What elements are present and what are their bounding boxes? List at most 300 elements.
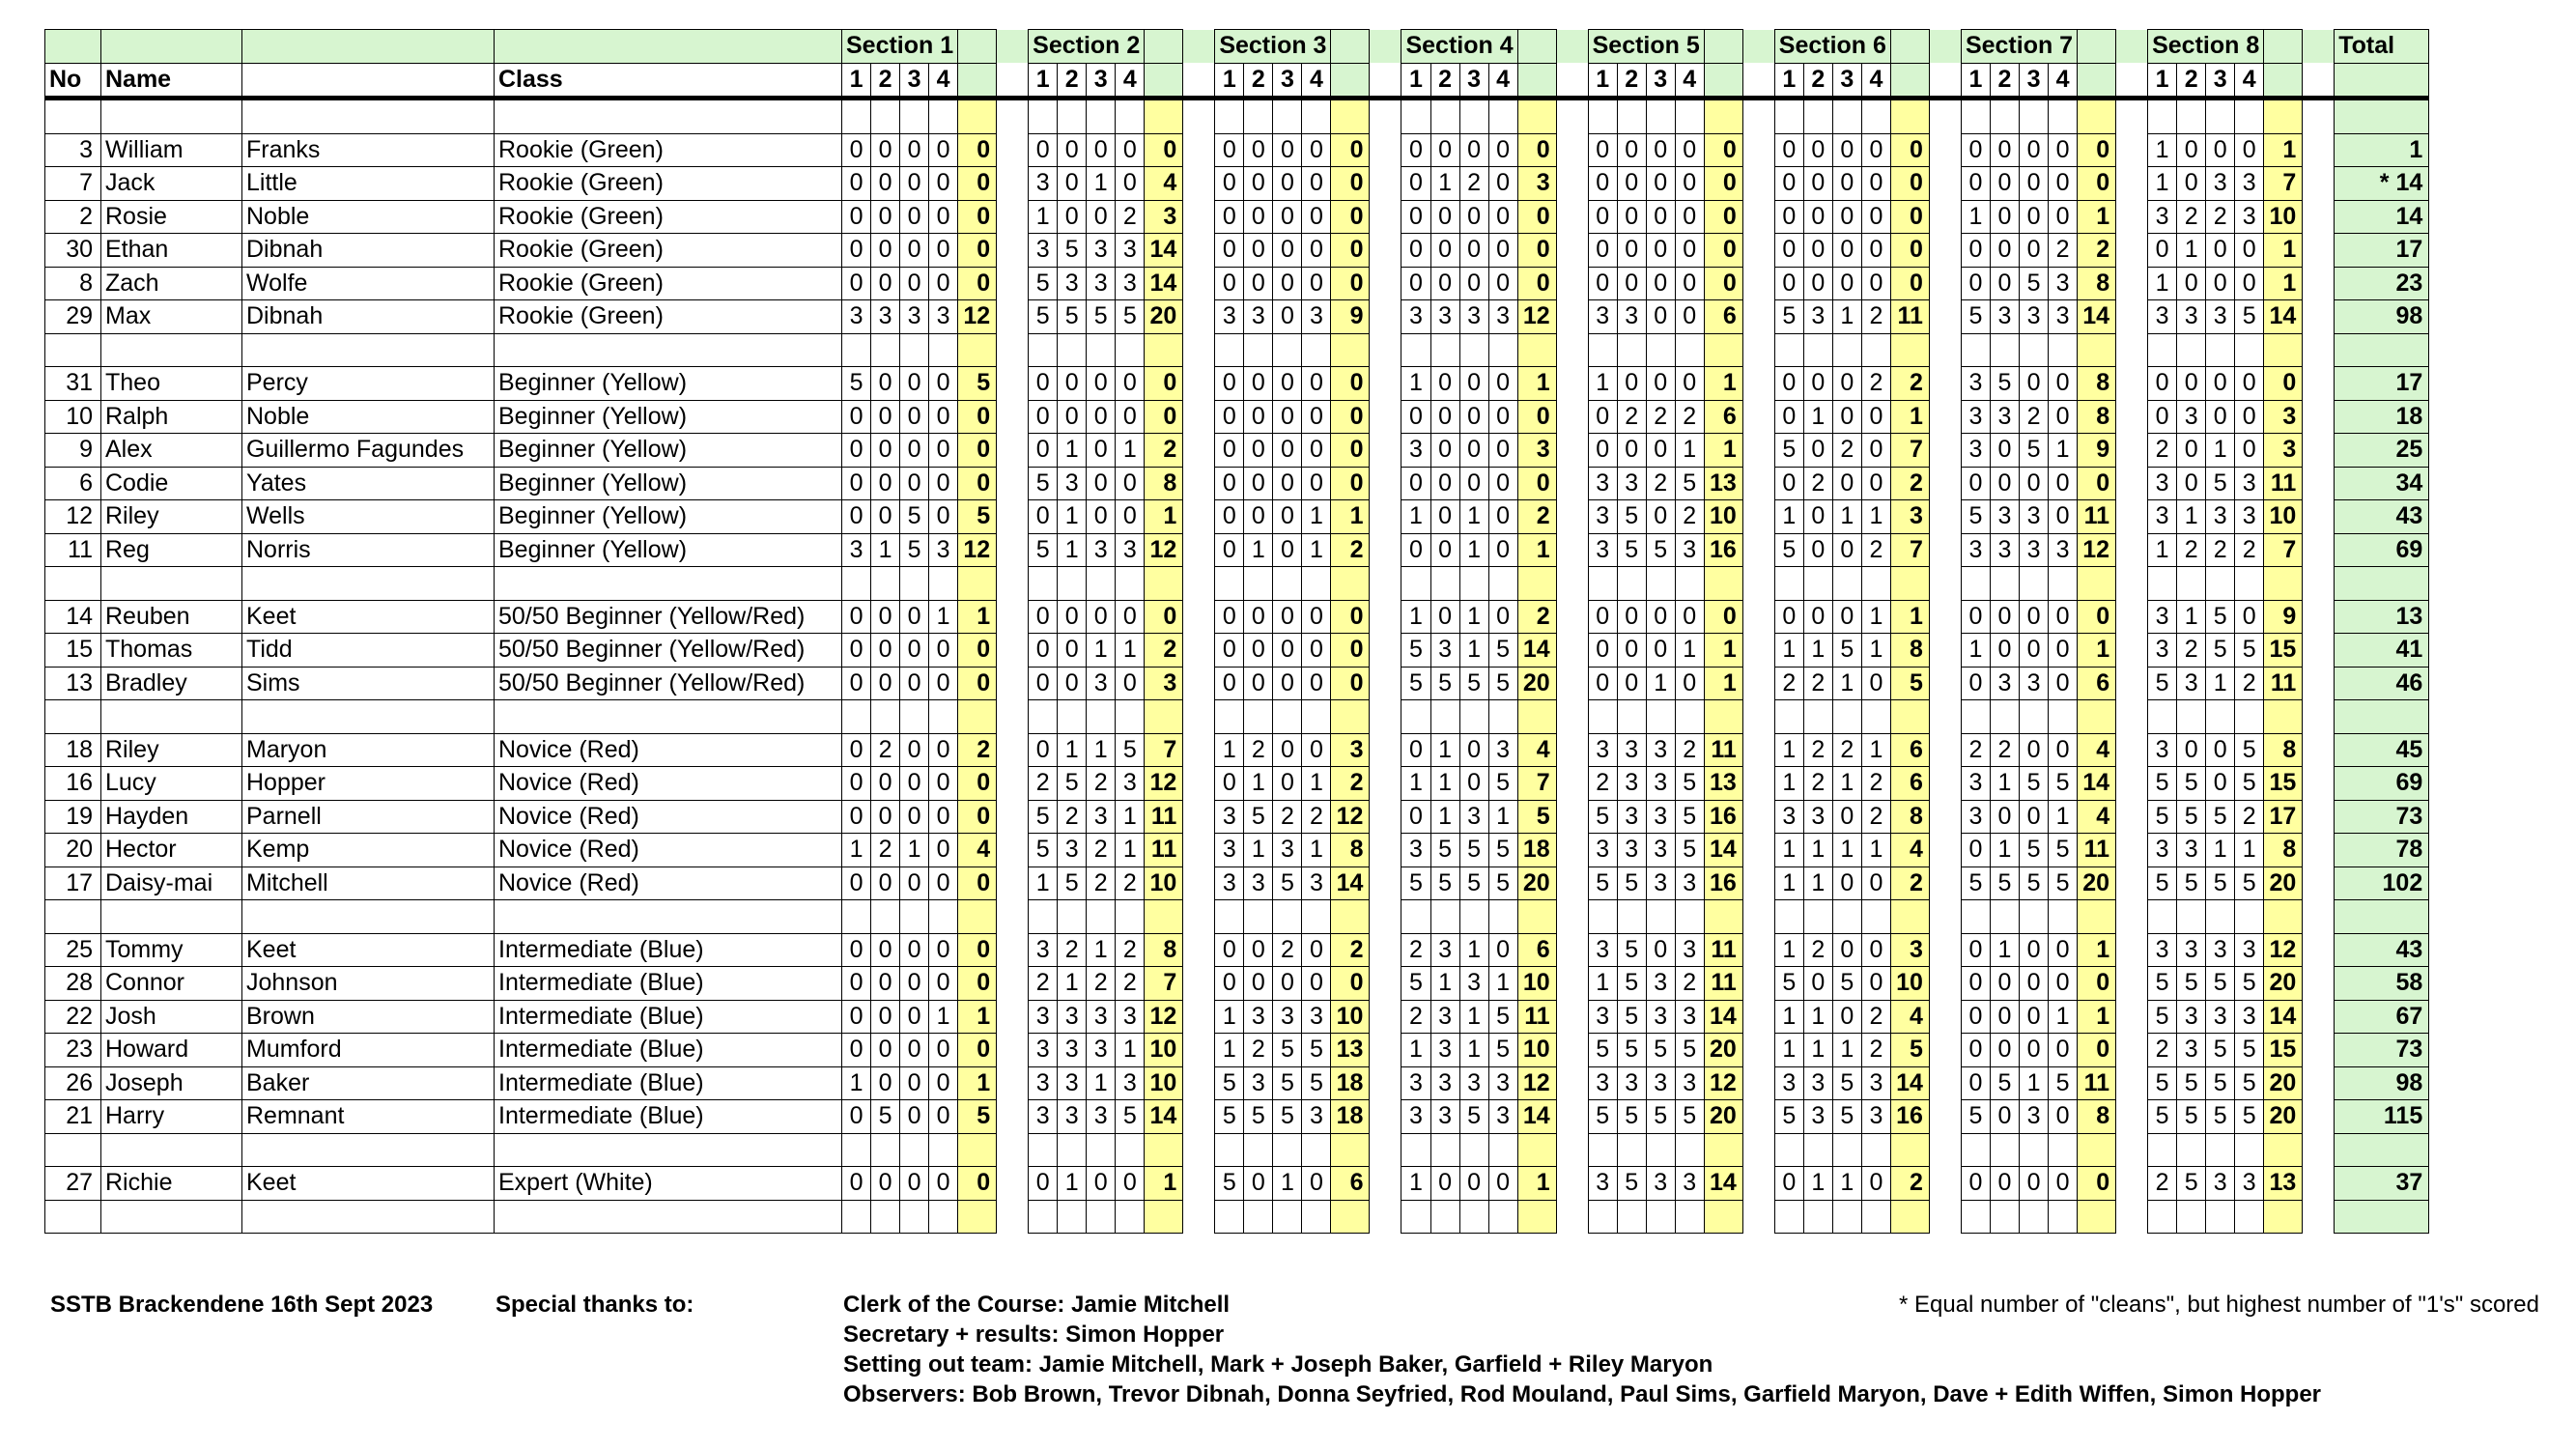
section-subtotal: 14	[1517, 1100, 1556, 1134]
blank-cell	[1488, 333, 1517, 367]
section-gap	[2303, 267, 2335, 300]
lap-score: 3	[1774, 800, 1803, 834]
lap-score: 0	[1774, 1167, 1803, 1201]
lap-score: 0	[929, 767, 958, 801]
section-subtotal-head	[2264, 63, 2303, 99]
lap-score: 5	[2148, 667, 2177, 700]
section-subtotal: 1	[1145, 1167, 1183, 1201]
blank-cell	[1832, 1200, 1861, 1234]
lap-score: 5	[1273, 867, 1302, 900]
lap-header: 3	[900, 63, 929, 99]
lap-score: 3	[1990, 500, 2019, 534]
rider-class: Rookie (Green)	[495, 300, 842, 334]
section-subtotal: 12	[958, 533, 997, 567]
lap-score: 2	[1617, 400, 1646, 434]
lap-score: 0	[1646, 933, 1675, 967]
blank-cell	[900, 333, 929, 367]
lap-score: 0	[1832, 400, 1861, 434]
lap-score: 3	[1617, 467, 1646, 500]
blank-subtotal	[2078, 1133, 2116, 1167]
lap-score: 0	[929, 800, 958, 834]
section-subtotal: 3	[1517, 434, 1556, 468]
section-title: Section 1	[842, 30, 958, 64]
blank-cell	[2206, 900, 2235, 934]
lap-score: 2	[1087, 867, 1116, 900]
lap-score: 5	[2235, 867, 2264, 900]
lap-score: 0	[1430, 200, 1459, 234]
blank-subtotal	[1890, 700, 1929, 734]
blank-subtotal	[958, 1200, 997, 1234]
spacer-row	[45, 99, 2429, 134]
blank-subtotal	[1890, 900, 1929, 934]
blank-cell	[2148, 333, 2177, 367]
section-gap	[1929, 667, 1961, 700]
blank-subtotal	[958, 99, 997, 134]
rider-total: 1	[2335, 133, 2429, 167]
lap-score: 3	[2177, 400, 2206, 434]
lap-score: 0	[1861, 467, 1890, 500]
lap-score: 0	[1302, 434, 1331, 468]
section-gap	[1183, 634, 1215, 668]
section-gap	[1929, 30, 1961, 64]
blank-cell	[871, 700, 900, 734]
lap-score: 1	[1116, 1034, 1145, 1067]
rider-number: 27	[45, 1167, 101, 1201]
rider-class: Rookie (Green)	[495, 200, 842, 234]
section-gap	[2116, 1133, 2148, 1167]
lap-score: 0	[1617, 600, 1646, 634]
section-subtotal: 14	[1331, 867, 1370, 900]
lap-score: 0	[929, 367, 958, 401]
lap-score: 0	[842, 234, 871, 268]
blank-subtotal	[1517, 99, 1556, 134]
lap-score: 5	[1961, 867, 1990, 900]
lap-score: 0	[1215, 234, 1244, 268]
lap-score: 0	[1961, 600, 1990, 634]
lap-score: 1	[1803, 834, 1832, 867]
blank-cell	[900, 1200, 929, 1234]
blank-subtotal	[1331, 567, 1370, 601]
blank-subtotal	[1331, 1133, 1370, 1167]
blank-cell	[1646, 333, 1675, 367]
section-subtotal: 5	[1890, 1034, 1929, 1067]
rider-number: 14	[45, 600, 101, 634]
lap-score: 1	[1087, 733, 1116, 767]
section-gap	[1929, 200, 1961, 234]
credit-line: Clerk of the Course: Jamie Mitchell	[843, 1292, 1231, 1318]
section-gap	[1370, 1100, 1401, 1134]
section-gap	[1556, 367, 1588, 401]
lap-score: 0	[1459, 200, 1488, 234]
lap-score: 3	[1675, 533, 1704, 567]
section-gap	[1370, 400, 1401, 434]
lap-score: 1	[1832, 834, 1861, 867]
section-gap	[1556, 567, 1588, 601]
lap-score: 2	[1029, 767, 1058, 801]
section-gap	[1370, 1167, 1401, 1201]
section-gap	[1370, 1200, 1401, 1234]
blank-cell	[2049, 1200, 2078, 1234]
lap-score: 3	[1646, 1066, 1675, 1100]
lap-score: 0	[1273, 533, 1302, 567]
rider-class: Intermediate (Blue)	[495, 967, 842, 1001]
lap-score: 3	[1459, 967, 1488, 1001]
blank-subtotal	[958, 1133, 997, 1167]
section-gap	[1742, 900, 1774, 934]
blank-cell	[1244, 333, 1273, 367]
rider-row	[45, 300, 2429, 334]
section-subtotal-head	[2264, 30, 2303, 64]
lap-score: 3	[1646, 1000, 1675, 1034]
lap-score: 3	[1961, 367, 1990, 401]
lap-score: 3	[1588, 1066, 1617, 1100]
rider-first-name: Reg	[101, 533, 242, 567]
section-gap	[2116, 1100, 2148, 1134]
lap-score: 2	[1803, 767, 1832, 801]
lap-score: 3	[900, 300, 929, 334]
lap-score: 0	[1774, 367, 1803, 401]
section-subtotal-head	[958, 30, 997, 64]
lap-score: 1	[1588, 967, 1617, 1001]
lap-header: 4	[1488, 63, 1517, 99]
blank-cell	[842, 1133, 871, 1167]
lap-score: 3	[1617, 800, 1646, 834]
rider-first-name: Howard	[101, 1034, 242, 1067]
lap-score: 3	[1803, 300, 1832, 334]
event-title: SSTB Brackendene 16th Sept 2023	[50, 1292, 434, 1318]
lap-score: 3	[2148, 733, 2177, 767]
lap-score: 0	[1116, 1167, 1145, 1201]
lap-score: 3	[1401, 1100, 1430, 1134]
section-gap	[1742, 834, 1774, 867]
blank-cell	[2049, 1133, 2078, 1167]
section-subtotal: 2	[2078, 234, 2116, 268]
blank-cell	[1302, 900, 1331, 934]
lap-score: 3	[1215, 834, 1244, 867]
lap-score: 5	[2049, 1066, 2078, 1100]
section-gap	[1370, 567, 1401, 601]
lap-score: 3	[1588, 933, 1617, 967]
section-gap	[1556, 933, 1588, 967]
lap-score: 0	[2020, 600, 2049, 634]
name-header: Name	[101, 63, 242, 99]
section-gap	[1929, 333, 1961, 367]
rider-first-name: Hayden	[101, 800, 242, 834]
section-gap	[2116, 1200, 2148, 1234]
lap-score: 0	[929, 1034, 958, 1067]
rider-number: 13	[45, 667, 101, 700]
lap-score: 0	[1861, 434, 1890, 468]
lap-score: 0	[871, 634, 900, 668]
lap-score: 3	[1430, 1034, 1459, 1067]
lap-score: 2	[871, 733, 900, 767]
lap-score: 0	[1488, 533, 1517, 567]
section-gap	[1183, 867, 1215, 900]
section-gap	[1929, 434, 1961, 468]
section-subtotal: 0	[1145, 400, 1183, 434]
blank-subtotal	[958, 900, 997, 934]
lap-score: 5	[1675, 1034, 1704, 1067]
lap-score: 0	[1087, 367, 1116, 401]
lap-score: 0	[2049, 667, 2078, 700]
lap-score: 1	[1774, 1034, 1803, 1067]
blank-cell	[871, 567, 900, 601]
lap-score: 2	[1861, 300, 1890, 334]
lap-score: 0	[900, 733, 929, 767]
rider-last-name: Hopper	[242, 767, 495, 801]
section-gap	[1183, 63, 1215, 99]
lap-score: 2	[2235, 667, 2264, 700]
lap-header: 1	[2148, 63, 2177, 99]
rider-first-name: Thomas	[101, 634, 242, 668]
lap-score: 3	[871, 300, 900, 334]
section-subtotal: 12	[1145, 533, 1183, 567]
section-subtotal: 9	[1331, 300, 1370, 334]
lap-score: 0	[1215, 667, 1244, 700]
lap-score: 0	[1588, 434, 1617, 468]
lap-score: 5	[1116, 1100, 1145, 1134]
lap-score: 3	[1116, 767, 1145, 801]
lap-score: 3	[2235, 933, 2264, 967]
lap-score: 0	[2020, 467, 2049, 500]
section-subtotal: 11	[2264, 467, 2303, 500]
section-gap	[1742, 1100, 1774, 1134]
section-gap	[1556, 834, 1588, 867]
section-gap	[997, 500, 1029, 534]
section-subtotal: 0	[1890, 267, 1929, 300]
lap-score: 0	[900, 467, 929, 500]
blank-cell	[900, 900, 929, 934]
section-gap	[1183, 1200, 1215, 1234]
rider-number: 8	[45, 267, 101, 300]
lap-score: 0	[1861, 234, 1890, 268]
lap-score: 0	[1087, 500, 1116, 534]
blank-cell	[1401, 567, 1430, 601]
section-gap	[1183, 30, 1215, 64]
rider-first-name: Hector	[101, 834, 242, 867]
section-gap	[2116, 99, 2148, 134]
blank-cell	[1588, 900, 1617, 934]
section-subtotal: 12	[2264, 933, 2303, 967]
lap-score: 0	[2049, 200, 2078, 234]
rider-first-name: Joseph	[101, 1066, 242, 1100]
rider-total: 43	[2335, 500, 2429, 534]
rider-class: Novice (Red)	[495, 767, 842, 801]
lap-score: 0	[1488, 600, 1517, 634]
lap-score: 3	[842, 300, 871, 334]
lap-score: 0	[2049, 733, 2078, 767]
section-subtotal: 1	[1704, 367, 1742, 401]
lap-score: 1	[1244, 767, 1273, 801]
lap-score: 3	[1029, 167, 1058, 201]
blank-cell	[1215, 1200, 1244, 1234]
blank-cell	[2177, 700, 2206, 734]
section-gap	[1183, 99, 1215, 134]
section-subtotal-head	[1517, 30, 1556, 64]
section-gap	[997, 1167, 1029, 1201]
lap-score: 5	[1058, 300, 1087, 334]
section-gap	[1929, 933, 1961, 967]
lap-score: 5	[1488, 867, 1517, 900]
rider-number: 19	[45, 800, 101, 834]
lap-score: 0	[1646, 133, 1675, 167]
section-gap	[2116, 200, 2148, 234]
lap-score: 3	[1273, 1000, 1302, 1034]
lap-score: 0	[2235, 367, 2264, 401]
lap-score: 0	[1302, 933, 1331, 967]
footnote: * Equal number of "cleans", but highest number of "1's" scored	[1898, 1292, 2539, 1318]
rider-first-name: William	[101, 133, 242, 167]
section-gap	[1183, 333, 1215, 367]
section-gap	[1370, 933, 1401, 967]
lap-score: 0	[929, 167, 958, 201]
section-gap	[997, 400, 1029, 434]
lap-score: 0	[1401, 400, 1430, 434]
section-gap	[1742, 500, 1774, 534]
lap-score: 5	[1058, 767, 1087, 801]
lap-score: 0	[2020, 634, 2049, 668]
lap-score: 3	[1990, 667, 2019, 700]
lap-score: 1	[2177, 500, 2206, 534]
lap-score: 0	[2049, 167, 2078, 201]
section-gap	[2303, 600, 2335, 634]
lap-score: 3	[1646, 767, 1675, 801]
section-subtotal: 2	[1331, 533, 1370, 567]
section-gap	[1929, 733, 1961, 767]
lap-score: 2	[1646, 400, 1675, 434]
lap-score: 3	[1430, 1000, 1459, 1034]
section-subtotal: 0	[958, 467, 997, 500]
rider-number: 22	[45, 1000, 101, 1034]
blank-cell	[1774, 900, 1803, 934]
rider-class: Rookie (Green)	[495, 167, 842, 201]
rider-row	[45, 367, 2429, 401]
section-subtotal: 12	[1517, 1066, 1556, 1100]
section-gap	[997, 767, 1029, 801]
section-subtotal: 8	[1890, 800, 1929, 834]
section-gap	[1929, 800, 1961, 834]
rider-last-name: Guillermo Fagundes	[242, 434, 495, 468]
lap-score: 3	[1588, 300, 1617, 334]
section-gap	[2303, 1000, 2335, 1034]
rider-number: 26	[45, 1066, 101, 1100]
rider-last-name: Dibnah	[242, 234, 495, 268]
section-gap	[1929, 1167, 1961, 1201]
rider-class: Rookie (Green)	[495, 234, 842, 268]
lap-score: 1	[871, 533, 900, 567]
blank-cell	[1029, 333, 1058, 367]
blank-cell	[45, 99, 101, 134]
lap-score: 5	[1302, 1034, 1331, 1067]
lap-score: 3	[2148, 500, 2177, 534]
blank-cell	[1215, 1133, 1244, 1167]
lap-score: 0	[842, 1100, 871, 1134]
blank-cell	[495, 333, 842, 367]
section-gap	[1929, 533, 1961, 567]
lap-score: 0	[1488, 467, 1517, 500]
lap-score: 2	[2177, 200, 2206, 234]
lap-score: 0	[1861, 967, 1890, 1001]
lap-score: 1	[1459, 634, 1488, 668]
lap-score: 0	[1803, 133, 1832, 167]
lap-score: 0	[1215, 600, 1244, 634]
credit-line: Setting out team: Jamie Mitchell, Mark + Joseph Baker, Garfield + Riley Maryon	[843, 1351, 1713, 1378]
blank-cell	[2020, 1200, 2049, 1234]
lap-score: 5	[2177, 800, 2206, 834]
section-subtotal: 0	[958, 434, 997, 468]
blank-cell	[1990, 99, 2019, 134]
blank-cell	[45, 900, 101, 934]
lap-score: 0	[1215, 933, 1244, 967]
lap-score: 0	[842, 200, 871, 234]
rider-last-name: Wells	[242, 500, 495, 534]
section-gap	[2303, 533, 2335, 567]
lap-score: 5	[1646, 1100, 1675, 1134]
rider-row	[45, 867, 2429, 900]
rider-number: 21	[45, 1100, 101, 1134]
lap-score: 0	[1058, 200, 1087, 234]
section-subtotal: 4	[1517, 733, 1556, 767]
section-gap	[2303, 1200, 2335, 1234]
section-gap	[2303, 1034, 2335, 1067]
blank-cell	[2206, 700, 2235, 734]
section-gap	[1556, 133, 1588, 167]
blank-cell	[1961, 700, 1990, 734]
blank-cell	[1861, 567, 1890, 601]
lap-score: 3	[1244, 1000, 1273, 1034]
lap-score: 0	[1861, 267, 1890, 300]
lap-score: 0	[1488, 167, 1517, 201]
lap-score: 0	[842, 434, 871, 468]
section-subtotal: 1	[1517, 533, 1556, 567]
section-subtotal: 0	[2078, 1034, 2116, 1067]
section-gap	[1370, 1133, 1401, 1167]
section-subtotal: 6	[1890, 733, 1929, 767]
blank-cell	[1029, 900, 1058, 934]
section-gap	[2303, 567, 2335, 601]
blank-cell	[2235, 700, 2264, 734]
lap-score: 0	[2206, 234, 2235, 268]
lap-score: 2	[1832, 733, 1861, 767]
lap-score: 2	[1087, 967, 1116, 1001]
section-gap	[1556, 1034, 1588, 1067]
section-title: Section 2	[1029, 30, 1145, 64]
blank-cell	[1675, 99, 1704, 134]
rider-row	[45, 1167, 2429, 1201]
section-subtotal: 0	[1331, 267, 1370, 300]
rider-first-name: Ethan	[101, 234, 242, 268]
rider-row	[45, 634, 2429, 668]
section-subtotal: 0	[958, 133, 997, 167]
blank-cell	[2206, 1200, 2235, 1234]
section-gap	[1556, 300, 1588, 334]
lap-score: 3	[1803, 1066, 1832, 1100]
rider-last-name: Remnant	[242, 1100, 495, 1134]
rider-first-name: Josh	[101, 1000, 242, 1034]
lap-score: 5	[1488, 1034, 1517, 1067]
blank-cell	[1459, 1133, 1488, 1167]
lap-score: 3	[1029, 234, 1058, 268]
section-gap	[1556, 500, 1588, 534]
lap-score: 5	[2206, 1100, 2235, 1134]
section-gap	[2116, 234, 2148, 268]
lap-score: 0	[1774, 200, 1803, 234]
lap-score: 5	[1087, 300, 1116, 334]
section-gap	[1929, 700, 1961, 734]
rider-class: Intermediate (Blue)	[495, 1100, 842, 1134]
lap-score: 3	[2177, 1000, 2206, 1034]
section-subtotal: 1	[2078, 933, 2116, 967]
